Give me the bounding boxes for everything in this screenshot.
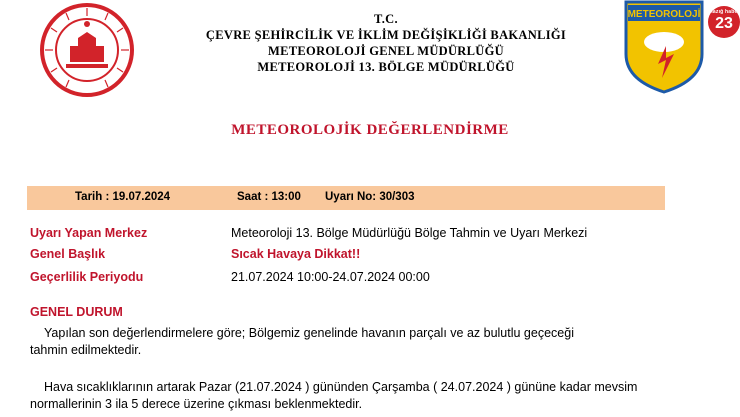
warning-number-text: Uyarı No: 30/303	[325, 191, 415, 203]
field-label-validity-period: Geçerlilik Periyodu	[30, 270, 144, 284]
header-tc: T.C.	[374, 12, 398, 26]
date-text: Tarih : 19.07.2024	[75, 191, 171, 203]
paragraph-2-line-1: Hava sıcaklıklarının artarak Pazar (21.07.2024 ) gününden Çarşamba ( 24.07.2024 ) gününe kadar mevsim	[44, 380, 638, 394]
badge-number: 23	[715, 15, 733, 32]
time-text: Saat : 13:00	[237, 191, 301, 203]
badge-small-text: elazığ haber	[708, 9, 740, 15]
meteoroloji-logo	[622, 0, 706, 94]
info-bar	[27, 186, 665, 210]
field-value-validity-period: 21.07.2024 10:00-24.07.2024 00:00	[231, 270, 430, 284]
field-value-general-title: Sıcak Havaya Dikkat!!	[231, 247, 361, 261]
elazig-haber-badge	[708, 6, 740, 38]
paragraph-1-line-2: tahmin edilmektedir.	[30, 343, 142, 357]
document-title: METEOROLOJİK DEĞERLENDİRME	[231, 122, 509, 138]
field-label-general-title: Genel Başlık	[30, 247, 106, 261]
field-label-issuing-center: Uyarı Yapan Merkez	[30, 226, 148, 240]
paragraph-1-line-1: Yapılan son değerlendirmelere göre; Bölgemiz genelinde havanın parçalı ve az bulutlu geçeceği	[44, 326, 574, 340]
paragraph-2-line-2: normallerinin 3 ila 5 derece üzerine çıkması beklenmektedir.	[30, 397, 363, 411]
header-regional-directorate: METEOROLOJİ 13. BÖLGE MÜDÜRLÜĞÜ	[257, 60, 515, 74]
meteoroloji-logo-text: METEOROLOJİ	[627, 9, 701, 20]
header-ministry: ÇEVRE ŞEHİRCİLİK VE İKLİM DEĞİŞİKLİĞİ BAKANLIĞI	[205, 28, 567, 42]
field-value-issuing-center: Meteoroloji 13. Bölge Müdürlüğü Bölge Tahmin ve Uyarı Merkezi	[231, 226, 588, 240]
header-general-directorate: METEOROLOJİ GENEL MÜDÜRLÜĞÜ	[268, 44, 504, 58]
general-situation-heading: GENEL DURUM	[30, 305, 123, 319]
